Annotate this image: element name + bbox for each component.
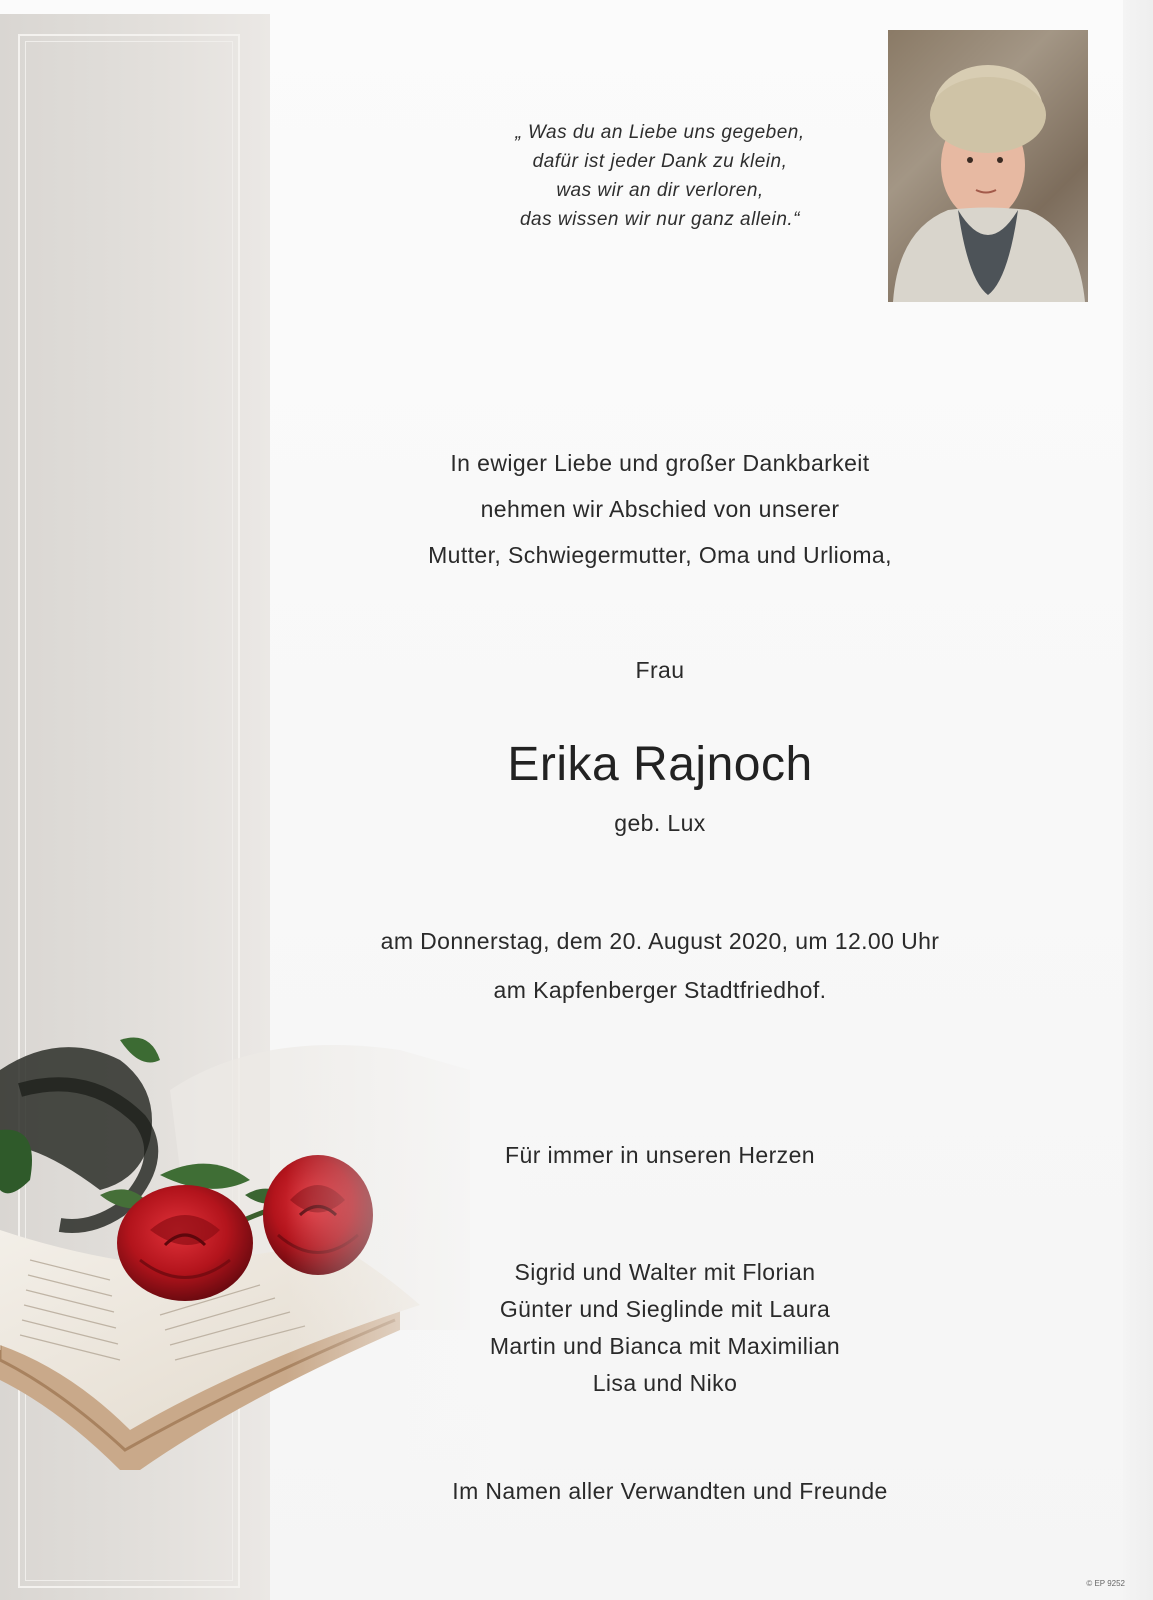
salutation: Frau [635,657,685,683]
family-line: Lisa und Niko [592,1370,738,1396]
quote-line: was wir an dir verloren, [556,180,764,201]
product-code: © EP 9252 [1086,1579,1125,1588]
page-edge [1123,0,1153,1600]
intro-line: In ewiger Liebe und großer Dankbarkeit [450,450,870,476]
family-list [420,1254,910,1402]
quote-line: dafür ist jeder Dank zu klein, [532,151,788,172]
farewell-intro [330,440,990,578]
family-line: Sigrid und Walter mit Florian [514,1259,816,1285]
funeral-date-line: am Donnerstag, dem 20. August 2020, um 12.00 Uhr [380,928,940,954]
funeral-place-line: am Kapfenberger Stadtfriedhof. [493,977,827,1003]
memorial-motto: Für immer in unseren Herzen [505,1142,815,1168]
funeral-details [300,917,1020,1015]
portrait-photo [888,30,1088,302]
maiden-name: geb. Lux [614,810,706,836]
intro-line: nehmen wir Abschied von unserer [480,496,840,522]
deceased-name: Erika Rajnoch [507,738,813,791]
family-line: Martin und Bianca mit Maximilian [489,1333,841,1359]
quote-line: „ Was du an Liebe uns gegeben, [515,122,805,143]
memorial-quote [440,118,880,234]
family-line: Günter und Sieglinde mit Laura [499,1296,831,1322]
intro-line: Mutter, Schwiegermutter, Oma und Urlioma, [428,542,892,568]
quote-line: das wissen wir nur ganz allein.“ [519,209,800,230]
portrait-figure [888,30,1088,302]
closing-line: Im Namen aller Verwandten und Freunde [452,1478,888,1504]
